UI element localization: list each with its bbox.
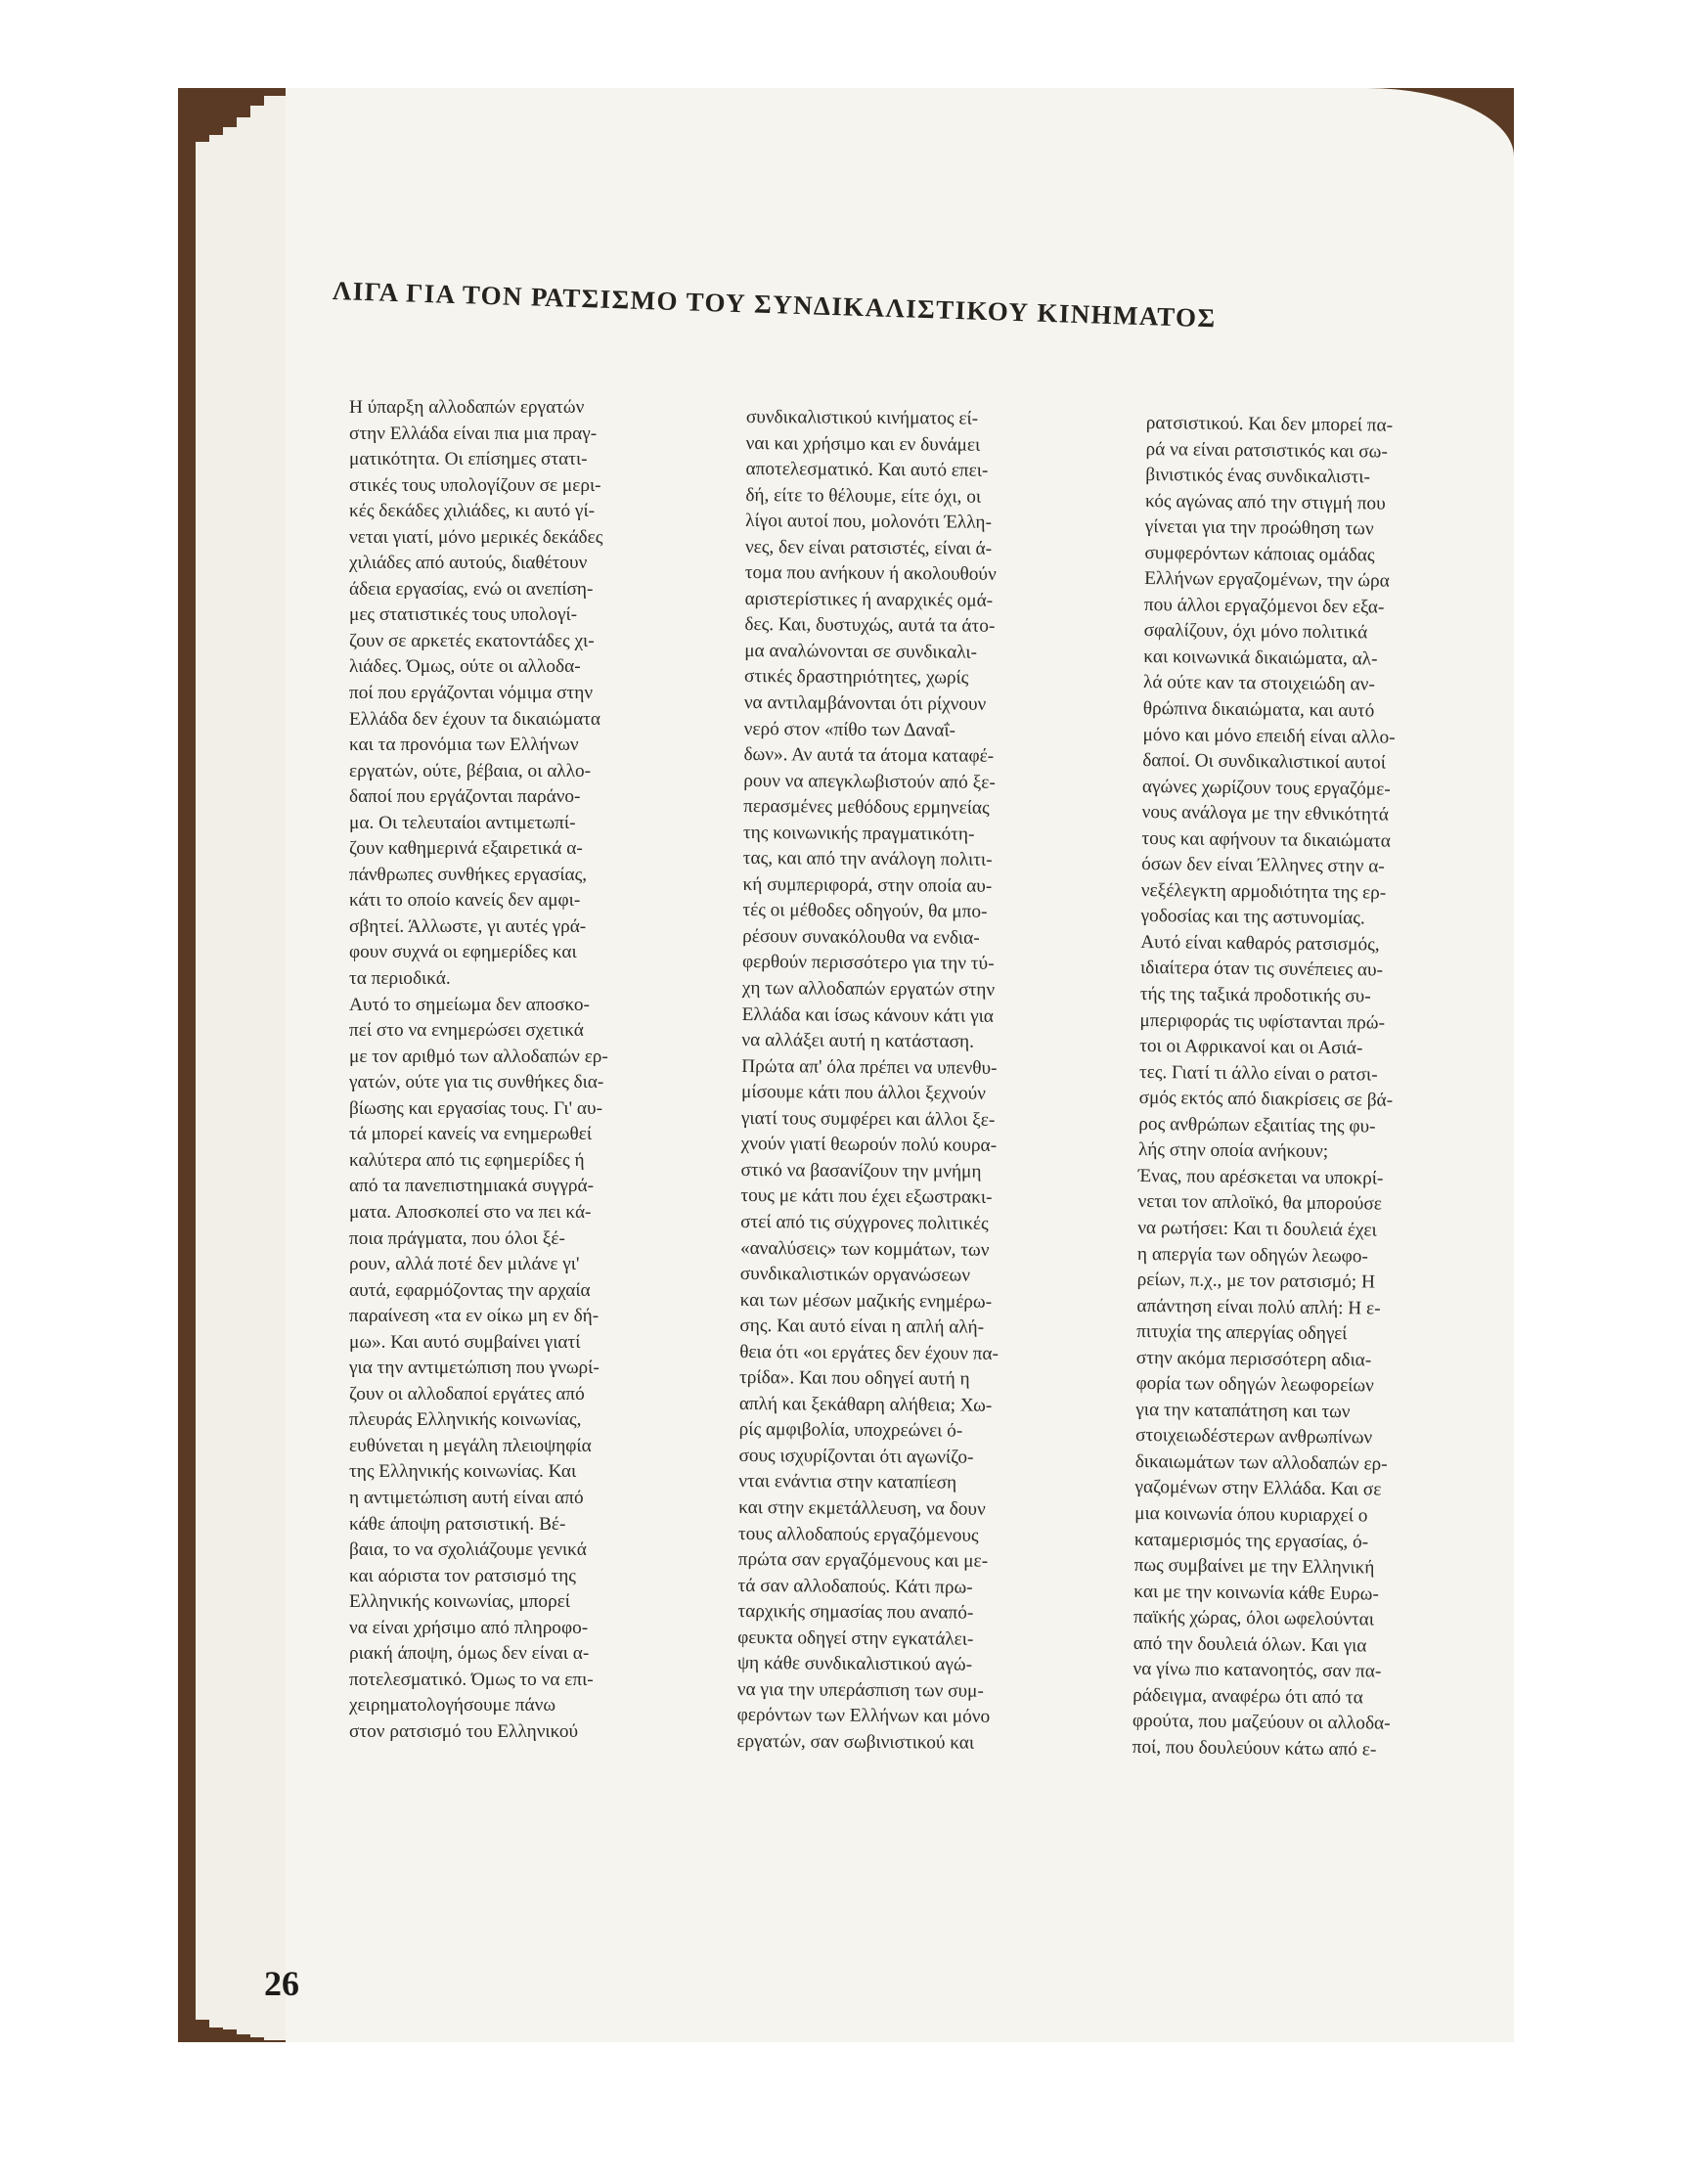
article-column-1: Η ύπαρξη αλλοδαπών εργατών στην Ελλάδα είναι πια μια πραγ- ματικότητα. Οι επίσημες στατι- στικές τους υπολογίζουν σε μερι- κές δεκάδες χιλιάδες, κι αυτό γί- νεται γιατί, μόνο μερικές δεκάδες χιλιάδες από αυτούς, διαθέτουν άδεια εργασίας, ενώ οι ανεπίση- μες στατιστικές τους υπολογί- ζουν σε αρκετές εκατοντάδες χι- λιάδες. Όμως, ούτε οι αλλοδα- ποί που εργάζονται νόμιμα στην Ελλάδα δεν έχουν τα δικαιώματα και τα προνόμια των Ελλήνων εργατών, ούτε, βέβαια, οι αλλο- δαποί που εργάζονται παράνο- μα. Οι τελευταίοι αντιμετωπί- ζουν καθημερινά εξαιρετικά α- πάνθρωπες συνθήκες εργασίας, κάτι το οποίο κανείς δεν αμφι- σβητεί. Άλλωστε, γι αυτές γρά- φουν συχνά οι εφημερίδες και τα περιοδικά. Αυτό το σημείωμα δεν αποσκο- πεί στο να ενημερώσει σχετικά με τον αριθμό των αλλοδαπών ερ- γατών, ούτε για τις συνθήκες δια- βίωσης και εργασίας τους. Γι' αυ- τά μπορεί κανείς να ενημερωθεί καλύτερα από τις εφημερίδες ή από τα πανεπιστημιακά συγγρά- ματα. Αποσκοπεί στο να πει κά- ποια πράγματα, που όλοι ξέ- ρουν, αλλά ποτέ δεν μιλάνε γι' αυτά, εφαρμόζοντας την αρχαία παραίνεση «τα εν οίκω μη εν δή- μω». Και αυτό συμβαίνει γιατί για την αντιμετώπιση που γνωρί- ζουν οι αλλοδαποί εργάτες από πλευράς Ελληνικής κοινωνίας, ευθύνεται η μεγάλη πλειοψηφία της Ελληνικής κοινωνίας. Και η αντιμετώπιση αυτή είναι από κάθε άποψη ρατσιστική. Βέ- βαια, το να σχολιάζουμε γενικά και αόριστα τον ρατσισμό της Ελληνικής κοινωνίας, μπορεί να είναι χρήσιμο από πληροφο- ριακή άποψη, όμως δεν είναι α- ποτελεσματικό. Όμως το να επι- χειρηματολογήσουμε πάνω στον ρατσισμό του Ελληνικού	[349, 397, 608, 1742]
page-number: 26	[264, 1964, 299, 2003]
article-column-2: συνδικαλιστικού κινήματος εί- ναι και χρήσιμο και εν δυνάμει αποτελεσματικό. Και αυτό επει- δή, είτε το θέλουμε, είτε όχι, οι λίγοι αυτοί που, μολονότι Έλλη- νες, δεν είναι ρατσιστές, είναι ά- τομα που ανήκουν ή ακολουθούν αριστερίστικες ή αναρχικές ομά- δες. Και, δυστυχώς, αυτά τα άτο- μα αναλώνονται σε συνδικαλι- στικές δραστηριότητες, χωρίς να αντιλαμβάνονται ότι ρίχνουν νερό στον «πίθο των Δαναΐ- δων». Αν αυτά τα άτομα καταφέ- ρουν να απεγκλωβιστούν από ξε- περασμένες μεθόδους ερμηνείας της κοινωνικής πραγματικότη- τας, και από την ανάλογη πολιτι- κή συμπεριφορά, στην οποία αυ- τές οι μέθοδες οδηγούν, θα μπο- ρέσουν συνακόλουθα να ενδια- φερθούν περισσότερο για την τύ- χη των αλλοδαπών εργατών στην Ελλάδα και ίσως κάνουν κάτι για να αλλάξει αυτή η κατάσταση. Πρώτα απ' όλα πρέπει να υπενθυ- μίσουμε κάτι που άλλοι ξεχνούν γιατί τους συμφέρει και άλλοι ξε- χνούν γιατί θεωρούν πολύ κουρα- στικό να βασανίζουν την μνήμη τους με κάτι που έχει εξωστρακι- στεί από τις σύχγρονες πολιτικές «αναλύσεις» των κομμάτων, των συνδικαλιστικών οργανώσεων και των μέσων μαζικής ενημέρω- σης. Και αυτό είναι η απλή αλή- θεια ότι «οι εργάτες δεν έχουν πα- τρίδα». Και που οδηγεί αυτή η απλή και ξεκάθαρη αλήθεια; Χω- ρίς αμφιβολία, υποχρεώνει ό- σους ισχυρίζονται ότι αγωνίζο- νται ενάντια στην καταπίεση και στην εκμετάλλευση, να δουν τους αλλοδαπούς εργαζόμενους πρώτα σαν εργαζόμενους και με- τά σαν αλλοδαπούς. Κάτι πρω- ταρχικής σημασίας που αναπό- φευκτα οδηγεί στην εγκατάλει- ψη κάθε συνδικαλιστικού αγώ- να για την υπεράσπιση των συμ- φερόντων των Ελλήνων και μόνο εργατών, σαν σωβινιστικού και	[736, 406, 999, 1754]
article-title: ΛΙΓΑ ΓΙΑ ΤΟΝ ΡΑΤΣΙΣΜΟ ΤΟΥ ΣΥΝΔΙΚΑΛΙΣΤΙΚΟΥ ΚΙΝΗΜΑΤΟΣ	[332, 276, 1218, 334]
article-column-3: ρατσιστικού. Και δεν μπορεί πα- ρά να είναι ρατσιστικός και σω- βινιστικός ένας συνδικαλιστι- κός αγώνας από την στιγμή που γίνεται για την προώθηση των συμφερόντων κάποιας ομάδας Ελλήνων εργαζομένων, την ώρα που άλλοι εργαζόμενοι δεν εξα- σφαλίζουν, όχι μόνο πολιτικά και κοινωνικά δικαιώματα, αλ- λά ούτε καν τα στοιχειώδη αν- θρώπινα δικαιώματα, και αυτό μόνο και μόνο επειδή είναι αλλο- δαποί. Οι συνδικαλιστικοί αυτοί αγώνες χωρίζουν τους εργαζόμε- νους ανάλογα με την εθνικότητά τους και αφήνουν τα δικαιώματα όσων δεν είναι Έλληνες στην α- νεξέλεγκτη αρμοδιότητα της ερ- γοδοσίας και της αστυνομίας. Αυτό είναι καθαρός ρατσισμός, ιδιαίτερα όταν τις συνέπειες αυ- τής της ταξικά προδοτικής συ- μπεριφοράς τις υφίστανται πρώ- τοι οι Αφρικανοί και οι Ασιά- τες. Γιατί τι άλλο είναι ο ρατσι- σμός εκτός από διακρίσεις σε βά- ρος ανθρώπων εξαιτίας της φυ- λής στην οποία ανήκουν; Ένας, που αρέσκεται να υποκρί- νεται τον απλοϊκό, θα μπορούσε να ρωτήσει: Και τι δουλειά έχει η απεργία των οδηγών λεωφο- ρείων, π.χ., με τον ρατσισμό; Η απάντηση είναι πολύ απλή: Η ε- πιτυχία της απεργίας οδηγεί στην ακόμα περισσότερη αδια- φορία των οδηγών λεωφορείων για την καταπάτηση και των στοιχειωδέστερων ανθρωπίνων δικαιωμάτων των αλλοδαπών ερ- γαζομένων στην Ελλάδα. Και σε μια κοινωνία όπου κυριαρχεί ο καταμερισμός της εργασίας, ό- πως συμβαίνει με την Ελληνική και με την κοινωνία κάθε Ευρω- παϊκής χώρας, όλοι ωφελούνται από την δουλειά όλων. Και για να γίνω πιο κατανοητός, σαν πα- ράδειγμα, αναφέρω ότι από τα φρούτα, που μαζεύουν οι αλλοδα- ποί, που δουλεύουν κάτω από ε-	[1132, 412, 1396, 1761]
